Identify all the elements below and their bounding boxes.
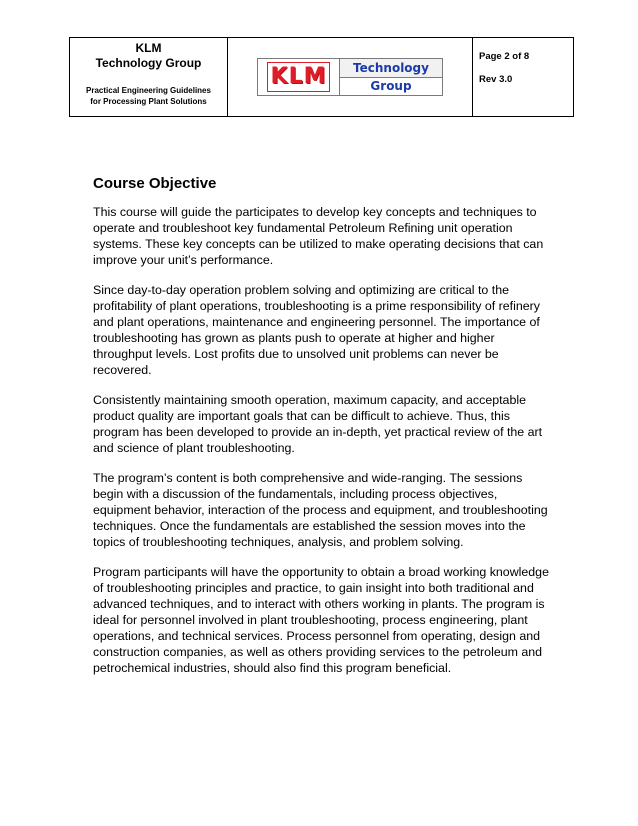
document-header <box>69 37 574 117</box>
page-number: Page 2 of 8 <box>479 51 530 62</box>
logo-group-text: Group <box>340 78 442 96</box>
paragraph: The program’s content is both comprehensive and wide-ranging. The sessions begin with a discussion of the fundamentals, including process objectives, equipment behavior, interaction of the process and equipment, and troubleshooting techniques. Once the fundamentals are established the session moves into the topics of troubleshooting techniques, analysis, and problem solving. <box>93 471 548 549</box>
revision: Rev 3.0 <box>479 74 513 85</box>
header-subtitle <box>70 85 227 107</box>
header-logo-cell <box>228 38 473 116</box>
paragraph: Program participants will have the opportunity to obtain a broad working knowledge of troubleshooting principles and practice, to gain insight into both traditional and advanced techniques, and to interact with others working in plants. The program is ideal for personnel involved in plant troubleshooting, process engineering, plant operations, and technical services. Process personnel from operating, design and construction companies, as well as others providing services to the petroleum and petrochemical industries, should also find this program beneficial. <box>93 565 549 675</box>
logo-klm-block <box>258 59 340 95</box>
header-company-cell <box>70 38 228 116</box>
logo-text-block <box>340 59 442 95</box>
subtitle-line2: for Processing Plant Solutions <box>90 97 207 106</box>
logo-klm-text: KLM <box>267 62 331 92</box>
klm-logo <box>257 58 443 96</box>
paragraph: Since day-to-day operation problem solving and optimizing are critical to the profitability of plant operations, troubleshooting is a prime responsibility of refinery and plant operations, maintenance and engineering personnel. The importance of troubleshooting has grown as plants push to operate at higher and higher throughput levels. Lost profits due to unsolved unit problems can never be recovered. <box>93 283 540 377</box>
document-body <box>93 175 553 690</box>
company-name-line2: Technology Group <box>95 56 202 70</box>
paragraph: This course will guide the participates to develop key concepts and techniques to operate and troubleshoot key fundamental Petroleum Refining unit operation systems. These key concepts can be utilized to make operating decisions that can improve your unit’s performance. <box>93 205 544 267</box>
subtitle-line1: Practical Engineering Guidelines <box>86 86 211 95</box>
logo-technology-text: Technology <box>340 59 442 78</box>
paragraph: Consistently maintaining smooth operation, maximum capacity, and acceptable product quality are important goals that can be difficult to achieve. Thus, this program has been developed to provide an in-depth, yet practical review of the art and science of plant troubleshooting. <box>93 393 543 455</box>
header-page-cell <box>473 38 573 116</box>
section-title: Course Objective <box>93 175 217 192</box>
company-name-line1: KLM <box>135 41 162 55</box>
